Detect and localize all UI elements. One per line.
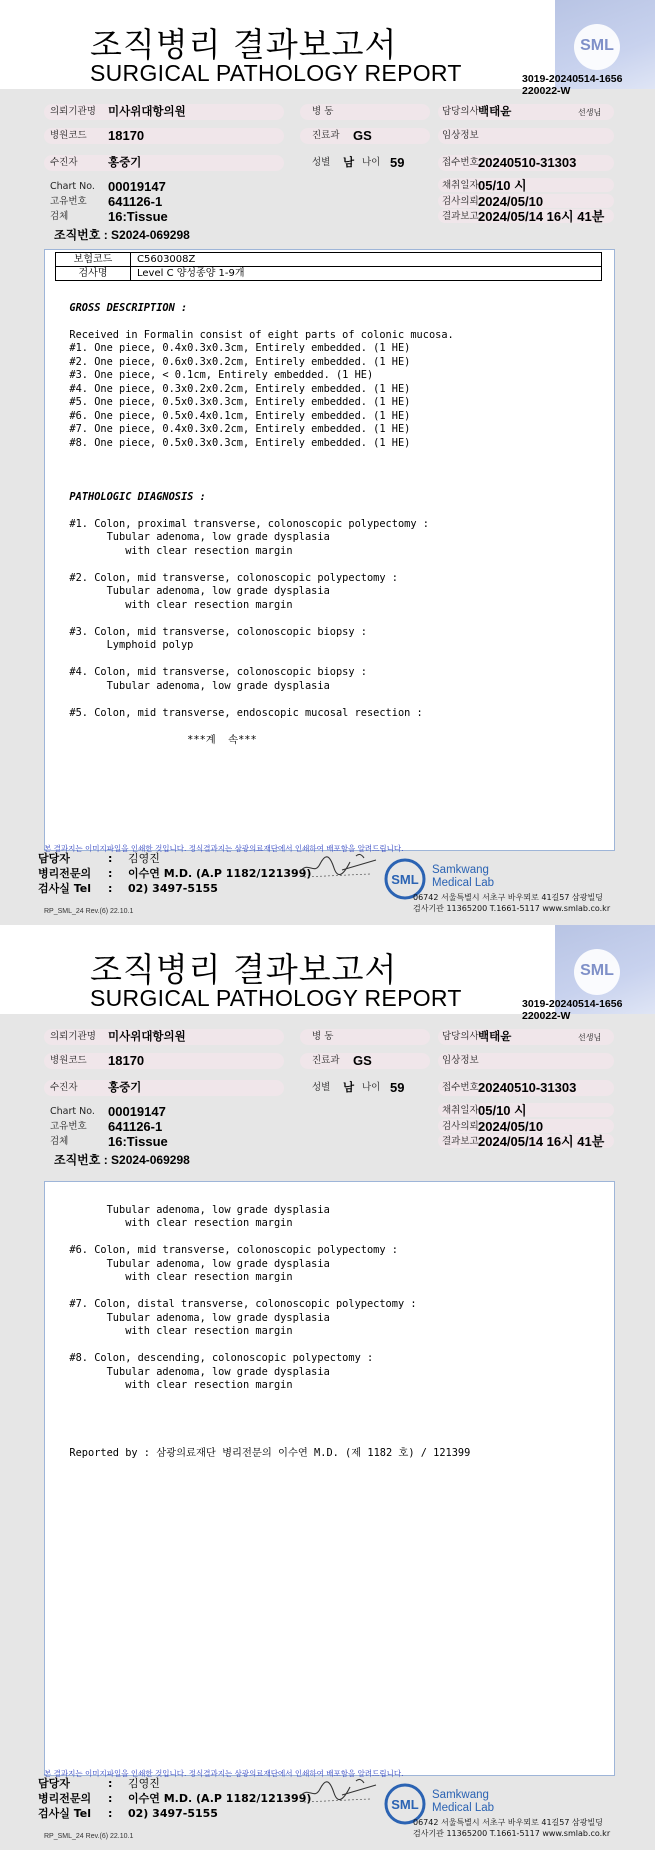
chart-value: 00019147 (108, 1104, 166, 1119)
report-text-line: Tubular adenoma, low grade dysplasia (57, 585, 330, 597)
report-title-korean: 조직병리 결과보고서 (90, 25, 398, 64)
report-text-line (57, 1404, 470, 1418)
report-text-line: Received in Formalin consist of eight parts of colonic mucosa. (57, 328, 454, 341)
report-text-line (57, 502, 454, 516)
report-text-line (57, 651, 454, 665)
report-text-line (57, 1391, 470, 1405)
report-text-line (57, 448, 454, 462)
doctor-suffix: 선생님 (578, 1033, 602, 1042)
doctor-label: 담당의사 (442, 106, 479, 117)
staff-value: 김영진 (128, 852, 160, 865)
doctor-name: 백태윤 (478, 1031, 512, 1043)
lab-contact: 검사기관 11365200 T.1661-5117 www.smlab.co.kr (413, 904, 611, 913)
report-text-line: #3. One piece, < 0.1cm, Entirely embedded. (1 HE) (57, 369, 374, 381)
resultdate-label: 결과보고 (442, 1136, 479, 1147)
test-name-label: 검사명 (56, 267, 131, 281)
report-text-line: #4. One piece, 0.3x0.2x0.2cm, Entirely embedded. (1 HE) (57, 382, 411, 395)
report-body (44, 249, 615, 851)
report-text-line: ***계 속*** (57, 733, 257, 746)
tel-value: 02) 3497-5155 (128, 1807, 218, 1820)
report-text-line: with clear resection margin (57, 1271, 293, 1283)
report-text-line: #5. Colon, mid transverse, endoscopic mucosal resection : (57, 706, 423, 719)
report-text-line: #1. One piece, 0.4x0.3x0.3cm, Entirely embedded. (1 HE) (57, 342, 411, 354)
patient-name: 홍중기 (108, 157, 142, 169)
dept-label: 진료과 (312, 130, 340, 141)
lab-address: 06742 서울특별시 서초구 바우뫼로 41길57 삼광빌딩 (413, 1818, 603, 1827)
pathologist-signature-icon (298, 1775, 380, 1805)
pathologist-value: 이수연 M.D. (A.P 1182/121399) (128, 867, 312, 880)
ward-label: 병 동 (312, 1031, 334, 1042)
test-name-value: Level C 양성종양 1-9개 (131, 267, 602, 281)
insurance-table (55, 252, 602, 281)
report-text-line (57, 1229, 470, 1243)
report-text-line: #6. One piece, 0.5x0.4x0.1cm, Entirely embedded. (1 HE) (57, 409, 411, 422)
report-text-line: PATHOLOGIC DIAGNOSIS : (57, 490, 206, 503)
pathologist-label: 병리전문의 (38, 867, 92, 880)
report-text-line (57, 1418, 470, 1432)
report-text-line: Tubular adenoma, low grade dysplasia (57, 531, 330, 543)
sml-logo-text: SML (580, 37, 614, 54)
specimen-label: 검체 (50, 1136, 69, 1147)
collect-value: 05/10 시 (478, 178, 527, 193)
samkwang-logo-text: SML (391, 872, 419, 887)
age-value: 59 (390, 155, 405, 170)
idno-value: 641126-1 (108, 194, 163, 209)
report-text-line (57, 1337, 470, 1351)
receipt-value: 20240510-31303 (478, 155, 577, 170)
report-text-line: #1. Colon, proximal transverse, colonoscopic polypectomy : (57, 517, 429, 530)
staff-value: 김영진 (128, 1777, 160, 1790)
doctor-name: 백태윤 (478, 106, 512, 118)
report-text-line: #8. One piece, 0.5x0.3x0.3cm, Entirely embedded. (1 HE) (57, 436, 411, 449)
chart-label: Chart No. (50, 181, 95, 192)
resultdate-value: 2024/05/14 16시 41분 (478, 209, 605, 224)
report-text-line (57, 475, 454, 489)
report-text-page-2 (57, 1188, 470, 1458)
hospcode-value: 18170 (108, 128, 145, 143)
report-text-line: #7. Colon, distal transverse, colonoscopic polypectomy : (57, 1298, 417, 1310)
clinical-label: 임상정보 (442, 130, 479, 141)
report-text-line: #4. Colon, mid transverse, colonoscopic biopsy : (57, 666, 367, 678)
report-text-line: with clear resection margin (57, 1379, 293, 1391)
report-text-line: with clear resection margin (57, 1325, 293, 1337)
lab-address: 06742 서울특별시 서초구 바우뫼로 41길57 삼광빌딩 (413, 893, 603, 902)
report-text-line: Tubular adenoma, low grade dysplasia (57, 1365, 330, 1378)
hospital-label: 의뢰기관명 (50, 1031, 96, 1042)
patient-name: 홍중기 (108, 1082, 142, 1094)
print-notice: 본 결과지는 이미지파일을 인쇄한 것입니다. 정식결과지는 삼광의료재단에서 인쇄하여 배포함을 알려드립니다. (44, 844, 404, 853)
specimen-value: 16:Tissue (108, 1134, 168, 1149)
hospcode-label: 병원코드 (50, 130, 87, 141)
sex-value: 남 (343, 157, 355, 169)
request-id: 3019-20240514-1656 220022-W (522, 998, 623, 1022)
specimen-value: 16:Tissue (108, 209, 168, 224)
hospcode-label: 병원코드 (50, 1055, 87, 1066)
report-text-line (57, 1431, 470, 1445)
samkwang-logo-text: SML (391, 1797, 419, 1812)
pathologist-colon: : (108, 867, 113, 880)
report-title-english: SURGICAL PATHOLOGY REPORT (90, 60, 462, 86)
report-text-line (57, 718, 454, 732)
hospital-name: 미사위대항의원 (108, 1031, 186, 1043)
report-text-line (57, 1283, 470, 1297)
report-body (44, 1181, 615, 1776)
report-page-2 (0, 925, 655, 1850)
report-text-line (57, 1188, 470, 1202)
doctor-label: 담당의사 (442, 1031, 479, 1042)
form-number: RP_SML_24 Rev.(6) 22.10.1 (44, 1833, 134, 1840)
ward-label: 병 동 (312, 106, 334, 117)
tel-colon: : (108, 882, 113, 895)
lab-name-line-1: Samkwang (432, 864, 489, 876)
tel-colon: : (108, 1807, 113, 1820)
report-text-line (57, 691, 454, 705)
hospital-name: 미사위대항의원 (108, 106, 186, 118)
report-text-page-1 (57, 286, 454, 745)
chart-value: 00019147 (108, 179, 166, 194)
receipt-value: 20240510-31303 (478, 1080, 577, 1095)
sex-value: 남 (343, 1082, 355, 1094)
staff-label: 담당자 (38, 1777, 70, 1790)
pathologist-value: 이수연 M.D. (A.P 1182/121399) (128, 1792, 312, 1805)
idno-value: 641126-1 (108, 1119, 163, 1134)
staff-colon: : (108, 1777, 113, 1790)
report-text-line: #6. Colon, mid transverse, colonoscopic polypectomy : (57, 1244, 398, 1256)
resultdate-label: 결과보고 (442, 211, 479, 222)
report-text-line: #3. Colon, mid transverse, colonoscopic biopsy : (57, 625, 367, 638)
report-text-line: #5. One piece, 0.5x0.3x0.3cm, Entirely embedded. (1 HE) (57, 396, 411, 408)
lab-name-line-2: Medical Lab (432, 1802, 495, 1814)
receipt-label: 접수번호 (442, 157, 479, 168)
report-title-english: SURGICAL PATHOLOGY REPORT (90, 985, 462, 1011)
chart-label: Chart No. (50, 1106, 95, 1117)
dept-label: 진료과 (312, 1055, 340, 1066)
testdate-label: 검사의뢰 (442, 196, 479, 207)
report-text-line: with clear resection margin (57, 544, 293, 557)
lab-name-line-1: Samkwang (432, 1789, 489, 1801)
report-text-line: #7. One piece, 0.4x0.3x0.2cm, Entirely embedded. (1 HE) (57, 423, 411, 435)
sml-logo-text: SML (580, 962, 614, 979)
idno-label: 고유번호 (50, 1121, 87, 1132)
pathologist-colon: : (108, 1792, 113, 1805)
patient-label: 수진자 (50, 1082, 78, 1093)
age-value: 59 (390, 1080, 405, 1095)
tel-value: 02) 3497-5155 (128, 882, 218, 895)
report-title-korean: 조직병리 결과보고서 (90, 950, 398, 989)
report-text-line (57, 610, 454, 624)
report-text-line: with clear resection margin (57, 1217, 293, 1229)
sex-label: 성별 (312, 1082, 331, 1093)
testdate-label: 검사의뢰 (442, 1121, 479, 1132)
specimen-label: 검체 (50, 211, 69, 222)
age-label: 나이 (362, 1082, 381, 1093)
pathologist-signature-icon (298, 850, 380, 880)
idno-label: 고유번호 (50, 196, 87, 207)
patient-label: 수진자 (50, 157, 78, 168)
tissue-number: 조직번호 : S2024-069298 (54, 228, 190, 242)
report-text-line: #2. One piece, 0.6x0.3x0.2cm, Entirely embedded. (1 HE) (57, 355, 411, 368)
staff-colon: : (108, 852, 113, 865)
insurance-code-value: C5603008Z (131, 253, 602, 267)
collect-value: 05/10 시 (478, 1103, 527, 1118)
receipt-label: 접수번호 (442, 1082, 479, 1093)
request-id: 3019-20240514-1656 220022-W (522, 73, 623, 97)
lab-contact: 검사기관 11365200 T.1661-5117 www.smlab.co.kr (413, 1829, 611, 1838)
report-text-line: #2. Colon, mid transverse, colonoscopic polypectomy : (57, 571, 398, 584)
form-number: RP_SML_24 Rev.(6) 22.10.1 (44, 908, 134, 915)
testdate-value: 2024/05/10 (478, 194, 544, 209)
report-text-line (57, 462, 454, 476)
tel-label: 검사실 Tel (38, 1807, 91, 1820)
dept-value: GS (353, 128, 372, 143)
patient-row (44, 1080, 284, 1096)
report-text-line: Tubular adenoma, low grade dysplasia (57, 1311, 330, 1324)
hospital-label: 의뢰기관명 (50, 106, 96, 117)
report-text-line: GROSS DESCRIPTION : (57, 301, 188, 314)
tel-label: 검사실 Tel (38, 882, 91, 895)
staff-label: 담당자 (38, 852, 70, 865)
report-text-line: #8. Colon, descending, colonoscopic polypectomy : (57, 1352, 374, 1364)
report-text-line: with clear resection margin (57, 598, 293, 611)
tissue-number: 조직번호 : S2024-069298 (54, 1153, 190, 1167)
collect-label: 채취일자 (442, 180, 479, 191)
lab-name-line-2: Medical Lab (432, 877, 495, 889)
dept-value: GS (353, 1053, 372, 1068)
doctor-suffix: 선생님 (578, 108, 602, 117)
pathologist-label: 병리전문의 (38, 1792, 92, 1805)
resultdate-value: 2024/05/14 16시 41분 (478, 1134, 605, 1149)
report-text-line (57, 556, 454, 570)
report-text-line: Tubular adenoma, low grade dysplasia (57, 1203, 330, 1216)
report-text-line: Tubular adenoma, low grade dysplasia (57, 1257, 330, 1270)
hospcode-value: 18170 (108, 1053, 145, 1068)
report-text-line (57, 286, 454, 300)
report-text-line (57, 313, 454, 327)
print-notice: 본 결과지는 이미지파일을 인쇄한 것입니다. 정식결과지는 삼광의료재단에서 인쇄하여 배포함을 알려드립니다. (44, 1769, 404, 1778)
insurance-code-label: 보험코드 (56, 253, 131, 267)
sex-label: 성별 (312, 157, 331, 168)
report-text-line: Tubular adenoma, low grade dysplasia (57, 679, 330, 692)
report-text-line: Lymphoid polyp (57, 639, 194, 651)
collect-label: 채취일자 (442, 1105, 479, 1116)
age-label: 나이 (362, 157, 381, 168)
patient-row (44, 155, 284, 171)
report-text-line: Reported by : 삼광의료재단 병리전문의 이수연 M.D. (제 1182 호) / 121399 (57, 1446, 471, 1459)
clinical-label: 임상정보 (442, 1055, 479, 1066)
testdate-value: 2024/05/10 (478, 1119, 544, 1134)
